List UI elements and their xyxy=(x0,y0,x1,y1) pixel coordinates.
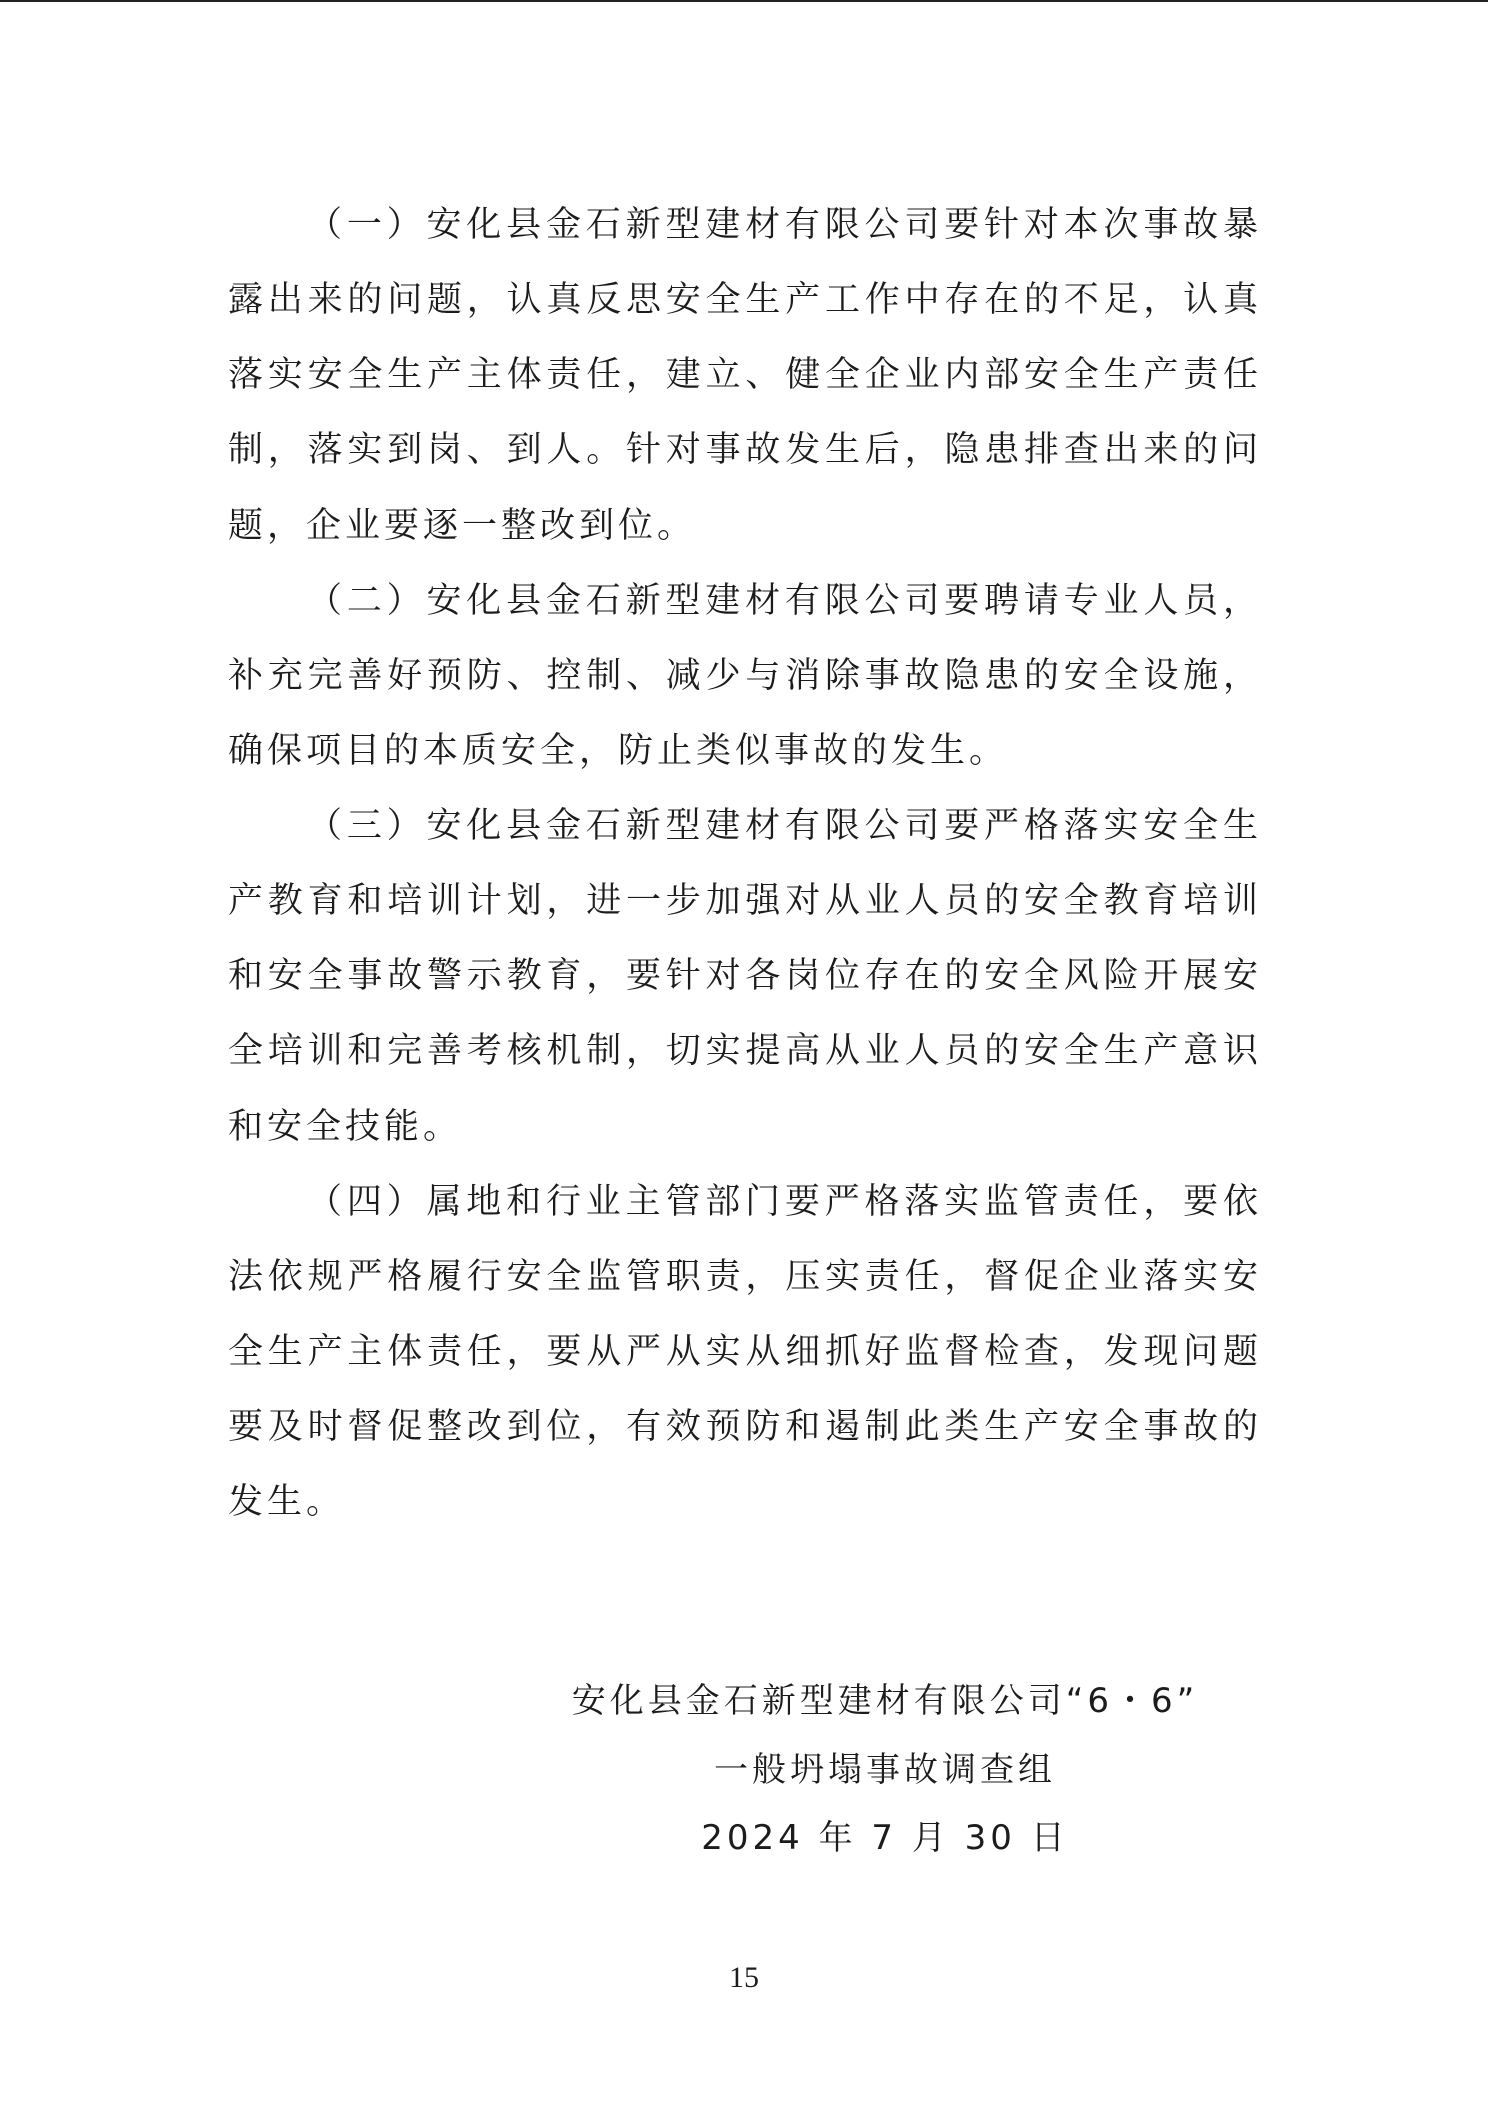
text-line: 确保项目的本质安全，防止类似事故的发生。 xyxy=(228,730,1009,771)
text-line: 露出来的问题，认真反思安全生产工作中存在的不足，认真 xyxy=(228,280,1262,321)
text-line: 补充完善好预防、控制、减少与消除事故隐患的安全设施， xyxy=(228,655,1262,696)
signature-organization: 安化县金石新型建材有限公司“6・6” xyxy=(571,1681,1199,1721)
top-border-rule xyxy=(0,0,1488,2)
text-line: 制，落实到岗、到人。针对事故发生后，隐患排查出来的问 xyxy=(228,430,1262,471)
text-line: 和安全事故警示教育，要针对各岗位存在的安全风险开展安 xyxy=(228,956,1262,997)
paragraph-4 xyxy=(228,1165,1262,1541)
text-line: （三）安化县金石新型建材有限公司要严格落实安全生 xyxy=(307,806,1262,846)
text-line: 全培训和完善考核机制，切实提高从业人员的安全生产意识 xyxy=(228,1031,1262,1072)
text-line: 落实安全生产主体责任，建立、健全企业内部安全生产责任 xyxy=(228,355,1262,396)
text-line: （二）安化县金石新型建材有限公司要聘请专业人员， xyxy=(307,580,1262,621)
text-line: 发生。 xyxy=(228,1482,346,1523)
document-body xyxy=(228,188,1262,1540)
page-number: 15 xyxy=(729,1961,759,1994)
paragraph-1 xyxy=(228,188,1262,564)
signature-group: 一般坍塌事故调查组 xyxy=(714,1749,1056,1790)
text-line: （一）安化县金石新型建材有限公司要针对本次事故暴 xyxy=(307,205,1262,245)
signature-date: 2024 年 7 月 30 日 xyxy=(701,1818,1069,1858)
signature-block xyxy=(485,1667,1285,1873)
text-line: 和安全技能。 xyxy=(228,1106,463,1147)
text-line: 题，企业要逐一整改到位。 xyxy=(228,505,697,546)
text-line: 法依规严格履行安全监管职责，压实责任，督促企业落实安 xyxy=(228,1256,1262,1297)
text-line: （四）属地和行业主管部门要严格落实监管责任，要依 xyxy=(307,1181,1262,1222)
paragraph-3 xyxy=(228,789,1262,1165)
text-line: 要及时督促整改到位，有效预防和遏制此类生产安全事故的 xyxy=(228,1407,1262,1447)
text-line: 产教育和培训计划，进一步加强对从业人员的安全教育培训 xyxy=(228,881,1262,922)
paragraph-2 xyxy=(228,564,1262,789)
text-line: 全生产主体责任，要从严从实从细抓好监督检查，发现问题 xyxy=(228,1331,1262,1372)
